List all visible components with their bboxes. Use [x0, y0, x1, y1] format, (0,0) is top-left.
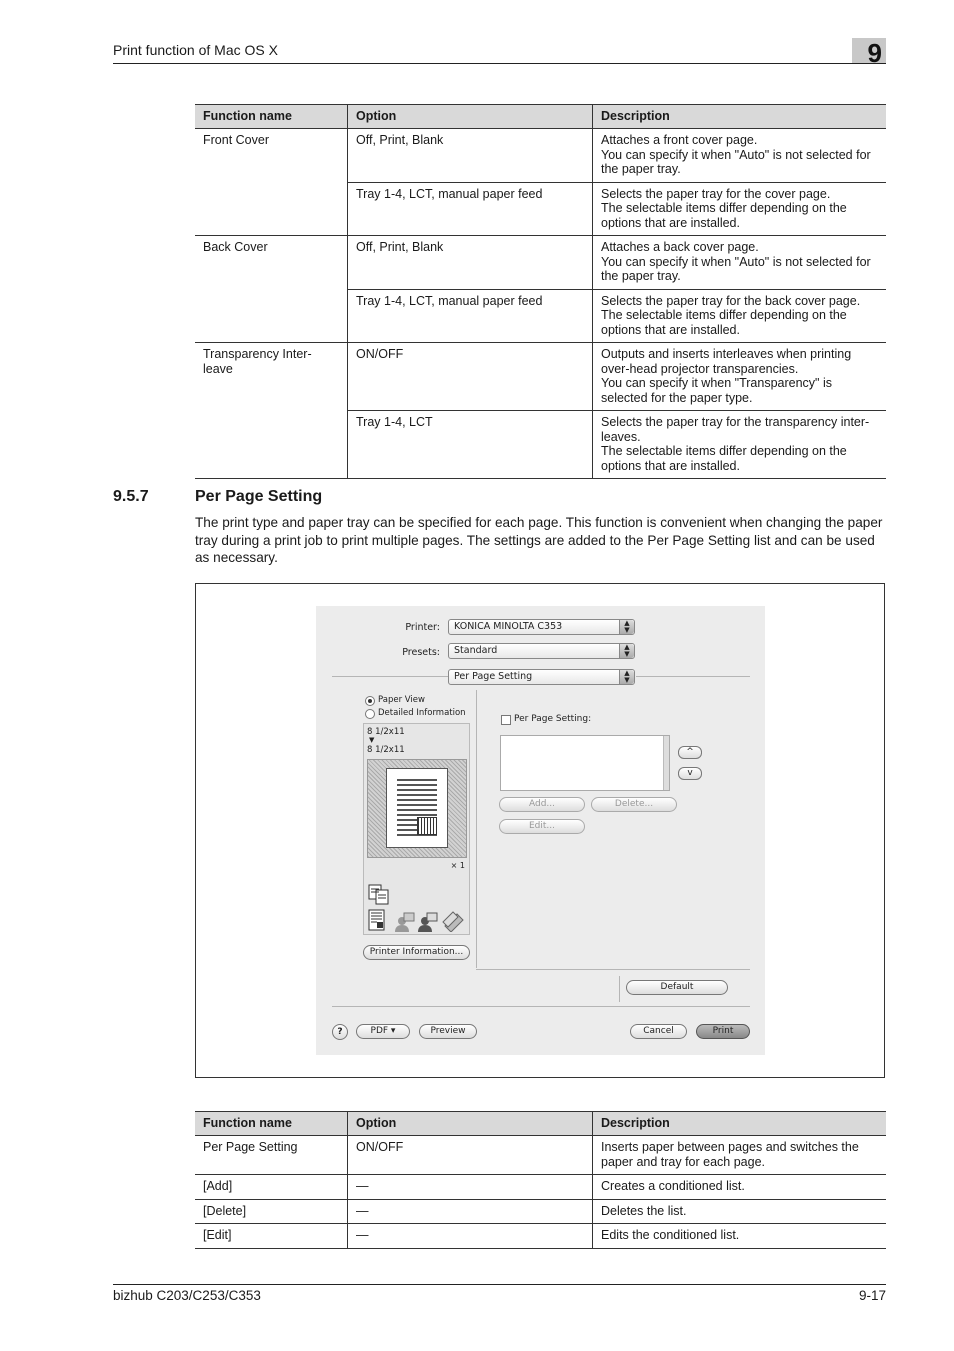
divider — [332, 1006, 750, 1007]
footer-page-number: 9-17 — [858, 1288, 886, 1303]
footer-rule — [113, 1284, 886, 1285]
move-down-button[interactable] — [678, 767, 702, 780]
cell-function-name: Back Cover — [195, 236, 348, 343]
preview-button[interactable]: Preview — [419, 1024, 477, 1039]
header-function-name: Function name — [195, 1112, 348, 1136]
paper-size-label: 8 1/2x11 — [367, 745, 405, 755]
paper-preview-image — [367, 759, 467, 858]
cell-function-name: Transparency Inter-leave — [195, 343, 348, 479]
table-row — [195, 1136, 886, 1175]
page-header-title: Print function of Mac OS X — [113, 42, 278, 58]
header-rule — [113, 63, 886, 64]
cell-description: Selects the paper tray for the cover page. The selectable items differ depending on the options that are installed. — [593, 182, 887, 236]
print-button[interactable]: Print — [696, 1024, 750, 1039]
divider — [332, 676, 448, 677]
detailed-info-label: Detailed Information — [378, 708, 466, 718]
cell-option: — — [348, 1224, 593, 1249]
cell-description: Selects the paper tray for the transparency inter-leaves. The selectable items differ depending on the options that are installed. — [593, 411, 887, 479]
table-row — [195, 129, 886, 183]
delete-button[interactable]: Delete... — [591, 797, 677, 812]
document-icon — [368, 909, 386, 931]
section-body: The print type and paper tray can be specified for each page. This function is convenient when changing the paper tray during a print job to print multiple pages. The settings are added to the Per Page Setting list and can be used as necessary. — [195, 515, 883, 566]
cell-option: — — [348, 1199, 593, 1224]
cell-description: Edits the conditioned list. — [593, 1224, 887, 1249]
table-header-row — [195, 105, 886, 129]
divider — [636, 676, 750, 677]
paper-preview-panel — [363, 723, 470, 935]
cell-option: Off, Print, Blank — [348, 236, 593, 290]
printer-popup[interactable]: KONICA MINOLTA C353 ▲ ▼ — [448, 619, 635, 635]
cell-option: Tray 1-4, LCT, manual paper feed — [348, 289, 593, 343]
default-button[interactable]: Default — [626, 980, 728, 995]
table-header-row — [195, 1112, 886, 1136]
duplex-icon — [368, 884, 390, 904]
cell-description: Attaches a front cover page. You can specify it when "Auto" is not selected for the paper tray. — [593, 129, 887, 183]
panel-popup[interactable]: Per Page Setting ▲ ▼ — [448, 669, 635, 685]
section-number: 9.5.7 — [113, 488, 149, 505]
printer-information-button[interactable]: Printer Information... — [363, 945, 470, 960]
footer-model: bizhub C203/C253/C353 — [113, 1288, 261, 1303]
stack-icon — [441, 910, 465, 932]
cell-description: Inserts paper between pages and switches the paper and tray for each page. — [593, 1136, 887, 1175]
cell-function-name: Front Cover — [195, 129, 348, 236]
cell-description: Creates a conditioned list. — [593, 1175, 887, 1200]
user-icon — [394, 912, 416, 932]
popup-arrows-icon: ▲ ▼ — [619, 620, 634, 634]
cell-description: Attaches a back cover page. You can specify it when "Auto" is not selected for the paper tray. — [593, 236, 887, 290]
cell-description: Selects the paper tray for the back cover page. The selectable items differ depending on the options that are installed. — [593, 289, 887, 343]
per-page-setting-label: Per Page Setting: — [514, 714, 592, 724]
popup-arrows-icon: ▲ ▼ — [619, 644, 634, 658]
cancel-button[interactable]: Cancel — [630, 1024, 687, 1039]
cell-function-name: Per Page Setting — [195, 1136, 348, 1175]
print-dialog — [316, 606, 765, 1055]
section-title: Per Page Setting — [195, 488, 323, 505]
account-icon — [417, 912, 439, 932]
chapter-number-tab: 9 — [852, 38, 886, 64]
popup-arrows-icon: ▲ ▼ — [619, 670, 634, 684]
cell-option: Tray 1-4, LCT — [348, 411, 593, 479]
table-row — [195, 1224, 886, 1249]
divider — [619, 976, 620, 1002]
header-option: Option — [348, 105, 593, 129]
header-description: Description — [593, 105, 887, 129]
divider — [476, 690, 477, 968]
header-function-name: Function name — [195, 105, 348, 129]
add-button[interactable]: Add... — [499, 797, 585, 812]
table-row — [195, 1175, 886, 1200]
function-table-1 — [195, 104, 886, 479]
down-arrow-icon: v — [687, 768, 693, 778]
move-up-button[interactable] — [678, 746, 702, 759]
pdf-button[interactable]: PDF ▾ — [356, 1024, 410, 1039]
cell-option: ON/OFF — [348, 343, 593, 411]
help-button[interactable]: ? — [332, 1024, 348, 1040]
detailed-info-radio[interactable] — [365, 709, 375, 719]
cell-option: Off, Print, Blank — [348, 129, 593, 183]
function-table-2 — [195, 1111, 886, 1249]
per-page-setting-list[interactable] — [500, 735, 670, 791]
copies-label: × 1 — [450, 861, 465, 870]
header-description: Description — [593, 1112, 887, 1136]
printer-label: Printer: — [405, 622, 440, 633]
table-row — [195, 343, 886, 411]
paper-view-label: Paper View — [378, 695, 425, 705]
per-page-setting-checkbox[interactable] — [501, 715, 511, 725]
page-thumbnail-icon — [386, 768, 448, 848]
cell-description: Deletes the list. — [593, 1199, 887, 1224]
divider — [476, 969, 750, 970]
cell-option: ON/OFF — [348, 1136, 593, 1175]
table-row — [195, 236, 886, 290]
header-option: Option — [348, 1112, 593, 1136]
presets-label: Presets: — [402, 647, 440, 658]
cell-description: Outputs and inserts interleaves when printing over-head projector transparencies. You can specify it when "Transparency" is selected for the paper type. — [593, 343, 887, 411]
cell-option: Tray 1-4, LCT, manual paper feed — [348, 182, 593, 236]
down-arrow-icon: ▼ — [369, 736, 375, 744]
cell-function-name: [Delete] — [195, 1199, 348, 1224]
paper-view-radio[interactable] — [365, 696, 375, 706]
table-row — [195, 1199, 886, 1224]
paper-size-label: 8 1/2x11 — [367, 727, 405, 737]
edit-button[interactable]: Edit... — [499, 819, 585, 834]
presets-popup[interactable]: Standard ▲ ▼ — [448, 643, 635, 659]
cell-function-name: [Edit] — [195, 1224, 348, 1249]
cell-option: — — [348, 1175, 593, 1200]
cell-function-name: [Add] — [195, 1175, 348, 1200]
list-scrollbar[interactable] — [663, 736, 669, 790]
up-arrow-icon: ^ — [686, 747, 694, 757]
